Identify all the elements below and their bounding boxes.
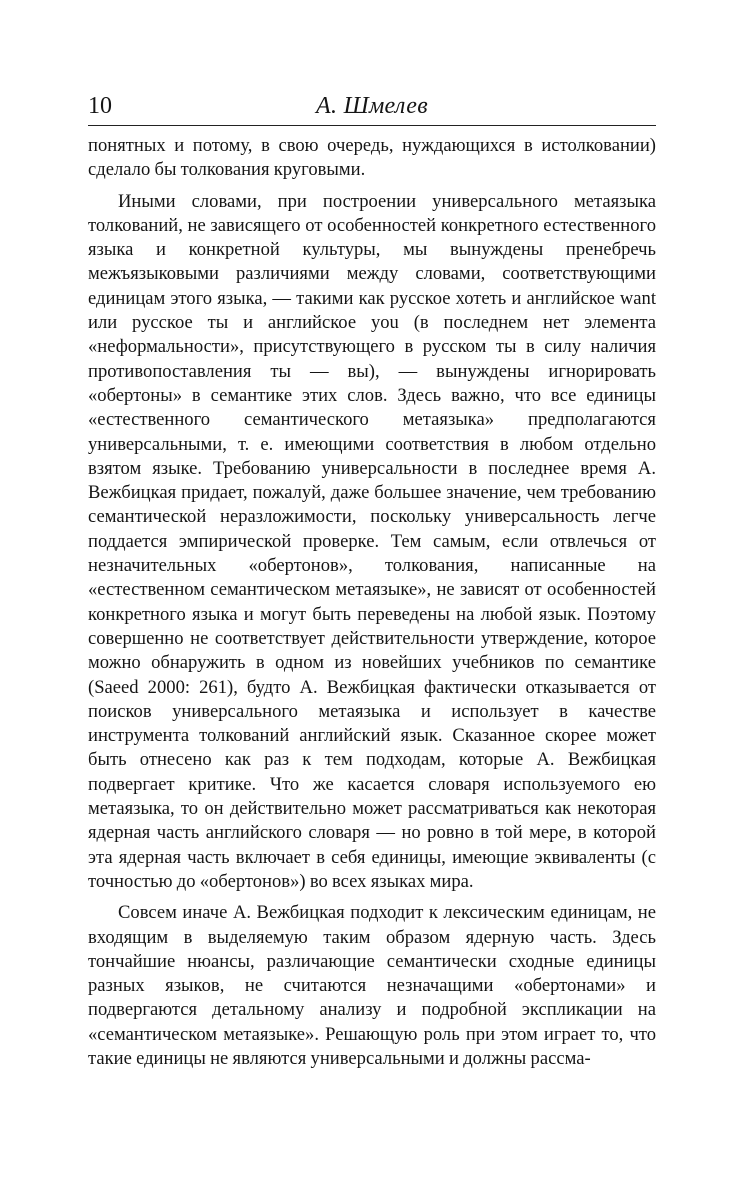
paragraph: Иными словами, при построении универсального метаязыка толкований, не зависящего от особенностей конкретного естественного языка и конкретной культуры, мы вынуждены пренебречь межъязыковыми различиями между словами, соответствующими единицам этого языка, — такими как русское хотеть и английское want или русское ты и английское you (в последнем нет элемента «неформальности», присутствующего в русском ты в силу наличия противопоставления ты — вы), — вынуждены игнорировать «обертоны» в семантике этих слов. Здесь важно, что все единицы «естественного семантического метаязыка» предполагаются универсальными, т. е. имеющими соответствия в любом отдельно взятом языке. Требованию универсальности в последнее время А. Вежбицкая придает, пожалуй, даже большее значение, чем требованию семантической неразложимости, поскольку универсальность легче поддается эмпирической проверке. Тем самым, если отвлечься от незначительных «обертонов», толкования, написанные на «естественном семантическом метаязыке», не зависят от особенностей конкретного языка и могут быть переведены на любой язык. Поэтому совершенно не соответствует действительности утверждение, которое можно обнаружить в одном из новейших учебников по семантике (Saeed 2000: 261), будто А. Вежбицкая фактически отказывается от поисков универсального метаязыка и использует в качестве инструмента толкований английский язык. Сказанное скорее может быть отнесено как раз к тем подходам, которые А. Вежбицкая подвергает критике. Что же касается словаря используемого ею метаязыка, то он действительно может рассматриваться как некоторая ядерная часть английского словаря — но ровно в той мере, в которой эта ядерная часть включает в себя единицы, имеющие эквиваленты (с точностью до «обертонов») во всех языках мира.	[88, 190, 656, 892]
page-number: 10	[88, 93, 112, 119]
body-text	[88, 134, 656, 1071]
header-rule	[88, 125, 656, 126]
paragraph-continued: понятных и потому, в свою очередь, нуждающихся в истолковании) сделало бы толкования круговыми.	[88, 135, 656, 181]
page-header	[88, 92, 656, 126]
running-head: А. Шмелев	[316, 93, 428, 119]
paragraph: Совсем иначе А. Вежбицкая подходит к лексическим единицам, не входящим в выделяемую таким образом ядерную часть. Здесь тончайшие нюансы, различающие семантически сходные единицы разных языков, не считаются незначащими «обертонами» и подвергаются детальному анализу и подробной экспликации на «семантическом метаязыке». Решающую роль при этом играет то, что такие единицы не являются универсальными и должны рассма-	[88, 902, 656, 1069]
